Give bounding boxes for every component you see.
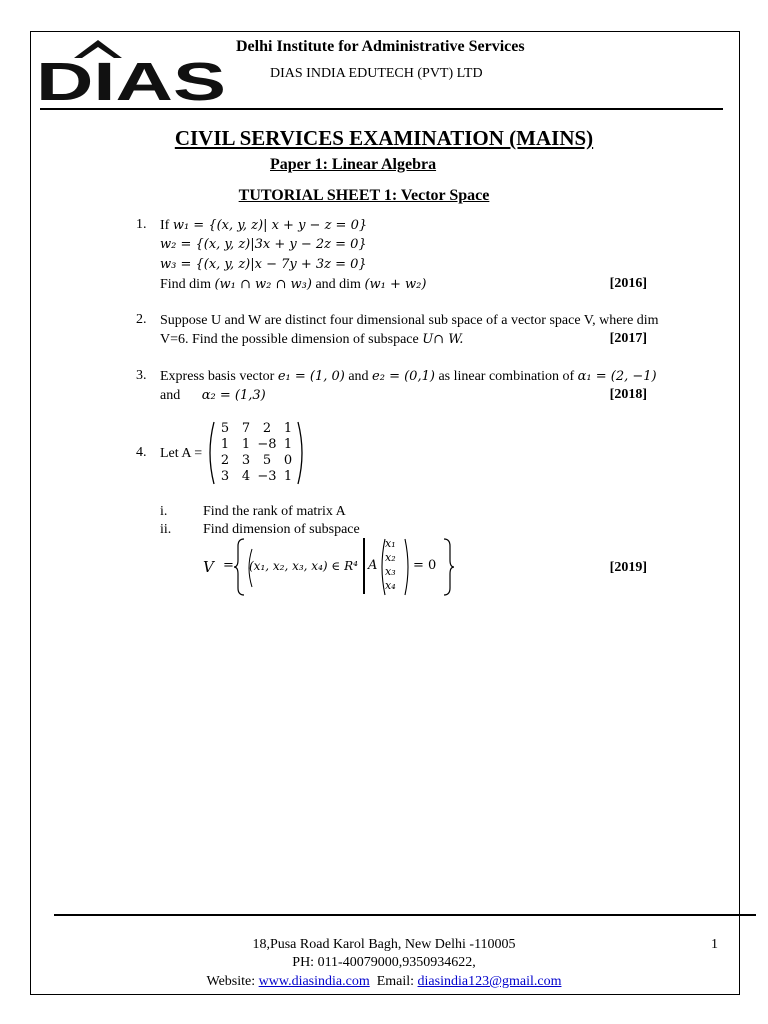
q1-find: Find dim bbox=[160, 277, 211, 292]
matrix-cell: 2 bbox=[220, 453, 230, 468]
q1-if: If bbox=[160, 218, 170, 233]
matrix-cell: 3 bbox=[241, 453, 251, 468]
footer-contacts bbox=[0, 974, 768, 990]
matrix-cell: 5 bbox=[220, 421, 230, 436]
header-divider bbox=[40, 108, 723, 110]
q3-line1 bbox=[160, 368, 657, 385]
left-brace bbox=[233, 538, 245, 596]
website-link[interactable]: www.diasindia.com bbox=[258, 974, 370, 989]
footer-divider bbox=[54, 914, 756, 916]
q1-line-find bbox=[160, 276, 426, 293]
q4-ii-text: Find dimension of subspace bbox=[203, 522, 360, 537]
q4-let: Let A = bbox=[160, 446, 203, 461]
q3-a1: α₁ = (2, −1) bbox=[577, 369, 657, 384]
q3-year: [2018] bbox=[609, 387, 647, 402]
matrix-cell: 1 bbox=[283, 421, 293, 436]
matrix-cell: 3 bbox=[220, 469, 230, 484]
q4-ii-number: ii. bbox=[160, 522, 172, 537]
q3-number: 3. bbox=[136, 368, 147, 383]
q2-year: [2017] bbox=[609, 331, 647, 346]
matrix-cell: 1 bbox=[241, 437, 251, 452]
q3-t4: and bbox=[160, 388, 181, 403]
matrix-cell: 1 bbox=[283, 437, 293, 452]
q1-w2: w₂ = {(x, y, z)|3x + y − 2z = 0} bbox=[160, 237, 367, 252]
footer-address: 18,Pusa Road Karol Bagh, New Delhi -110005 bbox=[252, 937, 516, 952]
tuple-expr: (x₁, x₂, x₃, x₄) ∈ R⁴ bbox=[249, 559, 358, 573]
q4-number: 4. bbox=[136, 445, 147, 460]
page-border bbox=[30, 31, 740, 995]
q1-and: and dim bbox=[315, 277, 361, 292]
q2-number: 2. bbox=[136, 312, 147, 327]
q3-e1: e₁ = (1, 0) bbox=[277, 369, 345, 384]
matrix-cell: −3 bbox=[257, 469, 277, 484]
q3-line2 bbox=[160, 387, 266, 404]
q1-line-w3 bbox=[160, 256, 367, 273]
email-label: Email: bbox=[376, 974, 415, 989]
subspace-definition bbox=[203, 536, 463, 598]
q3-e2: e₂ = (0,1) bbox=[372, 369, 435, 384]
q1-expr1: (w₁ ∩ w₂ ∩ w₃) bbox=[214, 277, 312, 292]
email-link[interactable]: diasindia123@gmail.com bbox=[417, 974, 562, 989]
matrix-cell: −8 bbox=[257, 437, 277, 452]
matrix-cell: 4 bbox=[241, 469, 251, 484]
q1-year: [2016] bbox=[609, 276, 647, 291]
q2-line1: Suppose U and W are distinct four dimensional sub space of a vector space V, where dim bbox=[160, 313, 659, 328]
dias-logo bbox=[36, 40, 228, 102]
right-brace bbox=[443, 538, 455, 596]
company-name: DIAS INDIA EDUTECH (PVT) LTD bbox=[270, 66, 483, 81]
matrix-cell: 5 bbox=[262, 453, 272, 468]
vector-entry: x₂ bbox=[385, 551, 396, 564]
q3-t1: Express basis vector bbox=[160, 369, 275, 384]
q2-text: V=6. Find the possible dimension of subspace bbox=[160, 332, 419, 347]
vector-entry: x₄ bbox=[385, 579, 396, 592]
q4-i-number: i. bbox=[160, 504, 168, 519]
rhs-zero: = 0 bbox=[413, 558, 437, 573]
vector-entry: x₃ bbox=[385, 565, 396, 578]
matrix-cell: 2 bbox=[262, 421, 272, 436]
q1-number: 1. bbox=[136, 217, 147, 232]
paper-subtitle: Paper 1: Linear Algebra bbox=[270, 156, 437, 173]
matrix-cell: 7 bbox=[241, 421, 251, 436]
q1-line-w1 bbox=[160, 217, 367, 234]
q3-t3: as linear combination of bbox=[438, 369, 575, 384]
q2-line2 bbox=[160, 331, 463, 348]
vector-entry: x₁ bbox=[385, 537, 396, 550]
matrix-cell: 1 bbox=[220, 437, 230, 452]
q1-expr2: (w₁ + w₂) bbox=[364, 277, 427, 292]
tutorial-heading: TUTORIAL SHEET 1: Vector Space bbox=[238, 187, 490, 204]
such-that-bar bbox=[363, 538, 365, 594]
page-number: 1 bbox=[711, 937, 718, 952]
q3-a2: α₂ = (1,3) bbox=[201, 388, 266, 403]
q4-i-text: Find the rank of matrix A bbox=[203, 504, 346, 519]
matrix-cell: 1 bbox=[283, 469, 293, 484]
v-equals: = bbox=[223, 558, 234, 573]
q1-w3: w₃ = {(x, y, z)|x − 7y + 3z = 0} bbox=[160, 257, 367, 272]
q3-t2: and bbox=[348, 369, 369, 384]
website-label: Website: bbox=[206, 974, 256, 989]
q1-w1: w₁ = {(x, y, z)| x + y − z = 0} bbox=[172, 218, 368, 233]
v-symbol: V bbox=[203, 558, 214, 576]
matrix-cell: 0 bbox=[283, 453, 293, 468]
logo-text: DIAS bbox=[36, 52, 226, 102]
institute-name: Delhi Institute for Administrative Services bbox=[236, 38, 525, 55]
q2-expr: U∩ W. bbox=[422, 332, 464, 347]
footer-phone: PH: 011-40079000,9350934622, bbox=[292, 955, 476, 970]
q4-year: [2019] bbox=[609, 560, 647, 575]
q1-line-w2 bbox=[160, 236, 367, 253]
matrix-a bbox=[206, 420, 306, 486]
page-title: CIVIL SERVICES EXAMINATION (MAINS) bbox=[174, 126, 594, 150]
matrix-a-symbol: A bbox=[368, 558, 378, 573]
